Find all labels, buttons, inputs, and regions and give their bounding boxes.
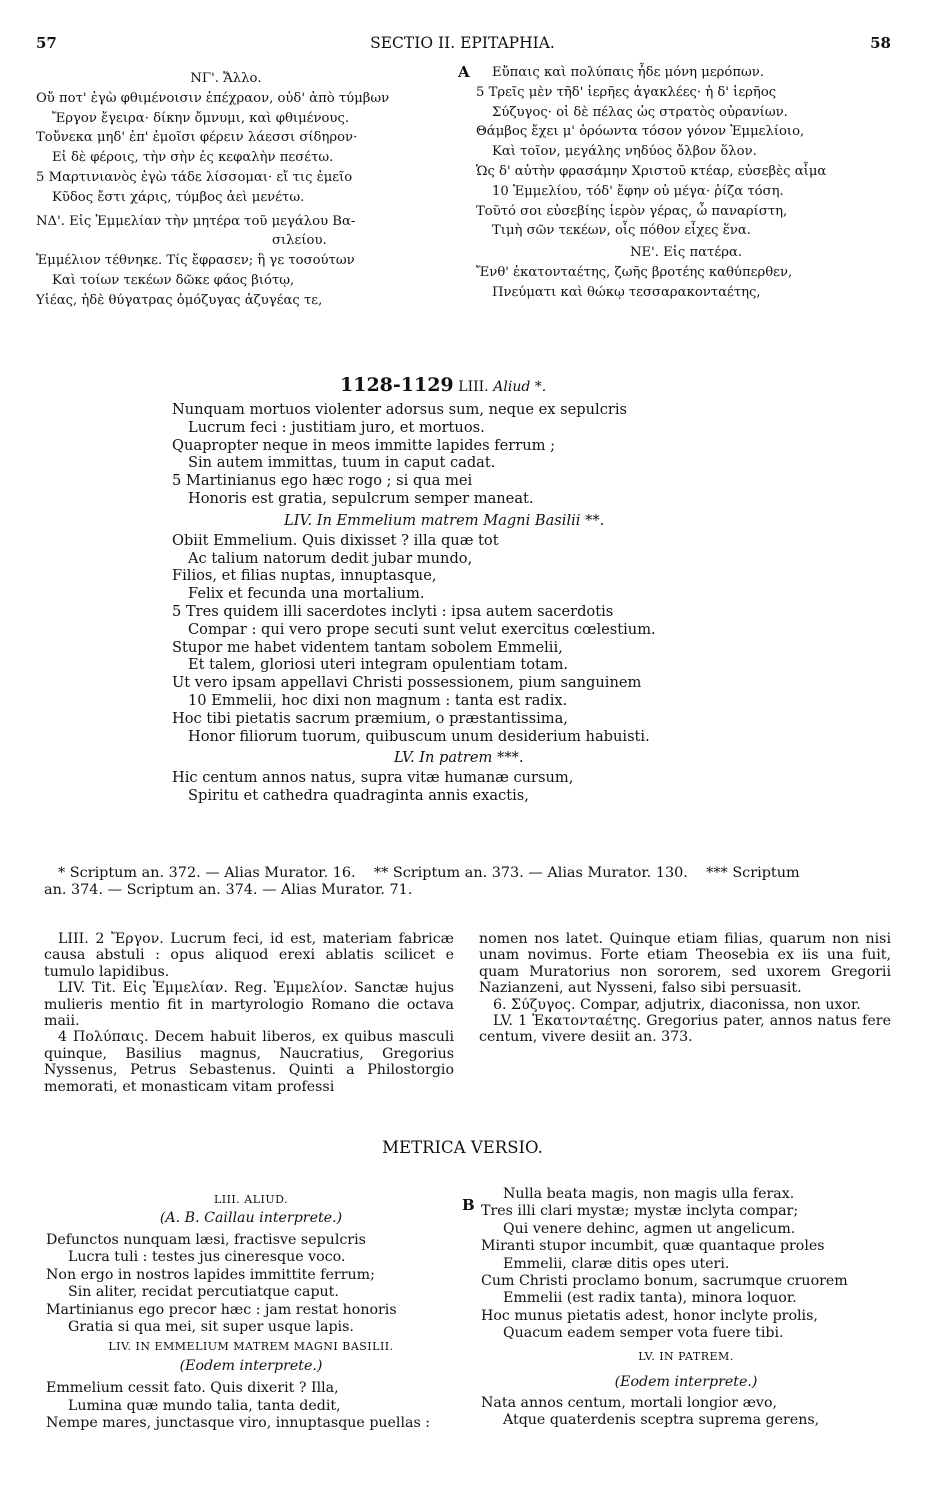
- latin-line: Ut vero ipsam appellavi Christi possessionem, pium sanguinem: [172, 674, 642, 692]
- metrica-line: Emmelii (est radix tanta), minora loquor.: [503, 1290, 797, 1307]
- column-marker-a: A: [458, 63, 470, 81]
- greek-line: 5 Τρεῖς μὲν τῆδ' ἱερῆες ἀγακλέες· ἡ δ' ἱερῆος: [476, 84, 777, 100]
- metrica-line: Gratia si qua mei, sit super usque lapis.: [68, 1318, 354, 1335]
- latin-translation: [172, 374, 892, 805]
- latin-line: Compar : qui vero prope secuti sunt velut exercitus cœlestium.: [188, 620, 656, 638]
- latin-line: Stupor me habet videntem tantam sobolem Emmelii,: [172, 638, 563, 656]
- metrica-line: Martinianus ego precor hæc : jam restat honoris: [46, 1301, 397, 1318]
- metrica-heading-53: LIII. ALIUD.: [213, 1193, 289, 1206]
- latin-line: Hoc tibi pietatis sacrum præmium, o præstantissima,: [172, 709, 568, 727]
- running-title: SECTIO II. EPITAPHIA.: [370, 34, 555, 52]
- latin-line: Nunquam mortuos violenter adorsus sum, neque ex sepulcris: [172, 401, 628, 418]
- greek-line: Καὶ τοίων τεκέων δῶκε φάος βιότῳ,: [52, 272, 295, 288]
- metrica-line: Cum Christi proclamo bonum, sacrumque cruorem: [481, 1272, 848, 1289]
- greek-line: Σύζυγος· οἱ δὲ πέλας ὡς στρατὸς οὐρανίων.: [492, 104, 788, 120]
- latin-heading-53-num: LIII.: [458, 379, 489, 395]
- latin-line: 5 Martinianus ego hæc rogo ; si qua mei: [172, 472, 473, 490]
- greek-line: Εἰ δὲ φέροις, τὴν σὴν ἐς κεφαλὴν πεσέτω.: [52, 150, 334, 166]
- greek-line: Ἔργον ἔγειρα· δίκην ὄμνυμι, καὶ φθιμένους.: [52, 110, 350, 126]
- greek-line: Ἐμμέλιον τέθνηκε. Τίς ἔφρασεν; ἣ γε τοσούτων: [36, 253, 355, 269]
- greek-line: Υἱέας, ἠδὲ θύγατρας ὁμόζυγας ἀζυγέας τε,: [36, 292, 323, 308]
- greek-line: Θάμβος ἔχει μ' ὁρόωντα τόσον γόνον Ἐμμελίοιο,: [476, 124, 805, 140]
- greek-line: Πνεύματι καὶ θώκῳ τεσσαρακονταέτης,: [492, 284, 761, 300]
- latin-line: Ac talium natorum dedit jubar mundo,: [188, 549, 473, 567]
- greek-line: Ἔνθ' ἑκατονταέτης, ζωῆς βροτέης καθύπερθεν,: [476, 264, 793, 280]
- latin-heading-53-title: Aliud *.: [493, 379, 547, 395]
- footnote-line: an. 374. — Scriptum an. 374. — Alias Murator. 71.: [44, 882, 413, 899]
- metrica-heading-55: LV. IN PATREM.: [638, 1349, 734, 1363]
- latin-line: Honoris est gratia, sepulcrum semper maneat.: [188, 489, 534, 507]
- metrica-line: Emmelium cessit fato. Quis dixerit ? Illa,: [46, 1380, 339, 1397]
- greek-line: Ὡς δ' αὐτὴν φρασάμην Χριστοῦ κτέαρ, εὐσεβὲς αἷμα: [476, 163, 827, 179]
- greek-heading-54-cont: σιλείου.: [272, 233, 327, 249]
- metrica-line: Nata annos centum, mortali longior ævo,: [481, 1394, 777, 1411]
- greek-heading-53: ΝΓ'. Ἄλλο.: [190, 71, 262, 86]
- greek-heading-54: ΝΔ'. Εἰς Ἐμμελίαν τὴν μητέρα τοῦ μεγάλου Βα-: [36, 213, 356, 229]
- metrica-interpreter-55: (Eodem interprete.): [614, 1373, 758, 1390]
- latin-line: Hic centum annos natus, supra vitæ humanæ cursum,: [172, 769, 574, 787]
- greek-line: Κῦδος ἔστι χάρις, τύμβος ἀεὶ μενέτω.: [52, 189, 305, 205]
- metrica-line: Defunctos nunquam læsi, fractisve sepulcris: [46, 1232, 366, 1248]
- greek-line: 10 Ἐμμελίου, τόδ' ἔφην οὐ μέγα· ῥίζα τόση.: [492, 183, 784, 199]
- metrica-heading-54: LIV. IN EMMELIUM MATREM MAGNI BASILII.: [108, 1340, 394, 1354]
- greek-line: Εὔπαις καὶ πολύπαις ἦδε μόνη μερόπων.: [492, 65, 764, 80]
- metrica-interpreter-54: (Eodem interprete.): [179, 1358, 323, 1375]
- note-paragraph: LIV. Tit. Εἰς Ἐμμελίαν. Reg. Ἐμμελίον. Sanctæ hujus mulieris mentio fit in martyrologio Romano die octava maii.: [44, 980, 454, 1030]
- note-paragraph: nomen nos latet. Quinque etiam filias, quarum non nisi unam novimus. Forte etiam Theosebia ex iis una fuit, quam Muratorius non sororem, sed uxorem Gregorii Nazianzeni, aut Nysseni, falso sibi persuasit.: [479, 931, 891, 997]
- metrica-line: Emmelii, claræ ditis opes uteri.: [503, 1255, 730, 1272]
- metrica-line: Atque quaterdenis sceptra suprema gerens,: [503, 1411, 820, 1428]
- metrica-line: Non ergo in nostros lapides immittite ferrum;: [46, 1266, 375, 1283]
- greek-right-column: [476, 63, 896, 303]
- metrica-line: Quacum eadem semper vota fuere tibi.: [503, 1325, 784, 1342]
- latin-line: Felix et fecunda una mortalium.: [188, 585, 425, 603]
- latin-heading-53: [172, 374, 892, 401]
- footnotes: [44, 865, 894, 900]
- latin-line: Sin autem immittas, tuum in caput cadat.: [188, 454, 496, 472]
- column-numbers: 1128-1129: [340, 374, 454, 396]
- metrica-interpreter-53: (A. B. Caillau interprete.): [159, 1210, 343, 1226]
- latin-line: 5 Tres quidem illi sacerdotes inclyti : ipsa autem sacerdotis: [172, 602, 614, 620]
- greek-left-column: [36, 69, 456, 311]
- metrica-line: Qui venere dehinc, agmen ut angelicum.: [503, 1220, 796, 1237]
- greek-line: Τοῦτό σοι εὐσεβίης ἱερὸν γέρας, ὦ παναρίστη,: [476, 203, 788, 219]
- metrica-line: Nempe mares, junctasque viro, innuptasque puellas :: [46, 1415, 431, 1432]
- latin-heading-55: LV. In patrem ***.: [394, 749, 524, 767]
- greek-line: Οὔ ποτ' ἐγὼ φθιμένοισιν ἐπέχραον, οὐδ' ἀπὸ τύμβων: [36, 90, 390, 106]
- greek-line: Καὶ τοῖον, μεγάλης νηδύος ὄλβον ὅλον.: [492, 144, 757, 160]
- greek-line: Τιμὴ σῶν τεκέων, οἷς πόθον εἶχες ἕνα.: [492, 223, 751, 239]
- metrica-left-column: [46, 1190, 456, 1433]
- metrica-line: Sin aliter, recidat percutiatque caput.: [68, 1284, 339, 1301]
- metrica-line: Lumina quæ mundo talia, tanta dedit,: [68, 1397, 341, 1414]
- greek-heading-55: ΝΕ'. Εἰς πατέρα.: [629, 245, 743, 261]
- notes-right: [479, 931, 891, 1046]
- note-paragraph: 6. Σύζυγος. Compar, adjutrix, diaconissa, non uxor.: [493, 996, 861, 1013]
- page-number-right: 58: [870, 34, 891, 52]
- greek-line: 5 Μαρτινιανὸς ἐγὼ τάδε λίσσομαι· εἴ τις ἐμεῖο: [36, 169, 353, 185]
- latin-line: Spiritu et cathedra quadraginta annis exactis,: [188, 787, 529, 805]
- latin-heading-54: LIV. In Emmelium matrem Magni Basilii **.: [284, 511, 605, 529]
- latin-line: Quapropter neque in meos immitte lapides ferrum ;: [172, 436, 556, 454]
- metrica-title: METRICA VERSIO.: [382, 1138, 543, 1157]
- note-paragraph: 4 Πολύπαις. Decem habuit liberos, ex quibus masculi quinque, Basilius magnus, Naucratius, Gregorius Nyssenus, Petrus Sebastenus. Quinti a Philostorgio memorati, et monasticam vitam professi: [44, 1029, 454, 1095]
- footnote-line: * Scriptum an. 372. — Alias Murator. 16. ** Scriptum an. 373. — Alias Murator. 130. *** Scriptum: [58, 865, 800, 881]
- metrica-line: Lucra tuli : testes jus cineresque voco.: [68, 1249, 346, 1266]
- metrica-line: Hoc munus pietatis adest, honor inclyte prolis,: [481, 1307, 818, 1324]
- metrica-line: Miranti stupor incumbit, quæ quantaque proles: [481, 1238, 825, 1255]
- note-paragraph: LIII. 2 Ἔργον. Lucrum feci, id est, materiam fabricæ causa abstuli : opus aliquod erexi ablatis scilicet e tumulo lapidibus.: [44, 931, 454, 980]
- metrica-right-column: [481, 1186, 891, 1429]
- metrica-line: Tres illi clari mystæ; mystæ inclyta compar;: [481, 1203, 799, 1220]
- notes-left: [44, 931, 454, 1095]
- latin-line: Et talem, gloriosi uteri integram opulentiam totam.: [188, 656, 569, 674]
- column-marker-b: B: [462, 1196, 475, 1214]
- latin-line: 10 Emmelii, hoc dixi non magnum : tanta est radix.: [188, 691, 568, 709]
- latin-line: Obiit Emmelium. Quis dixisset ? illa quæ tot: [172, 531, 499, 549]
- greek-line: Τοὔνεκα μηδ' ἐπ' ἐμοῖσι φέρειν λάεσσι σίδηρον·: [36, 130, 358, 146]
- note-paragraph: LV. 1 Ἑκατονταέτης. Gregorius pater, annos natus fere centum, vivere desiit an. 373.: [479, 1013, 891, 1046]
- metrica-line: Nulla beata magis, non magis ulla ferax.: [503, 1186, 795, 1202]
- latin-line: Lucrum feci : justitiam juro, et mortuos.: [188, 418, 485, 436]
- page-number-left: 57: [36, 34, 57, 52]
- latin-line: Filios, et filias nuptas, innuptasque,: [172, 567, 437, 585]
- latin-line: Honor filiorum tuorum, quibuscum unum desiderium habuisti.: [188, 727, 650, 745]
